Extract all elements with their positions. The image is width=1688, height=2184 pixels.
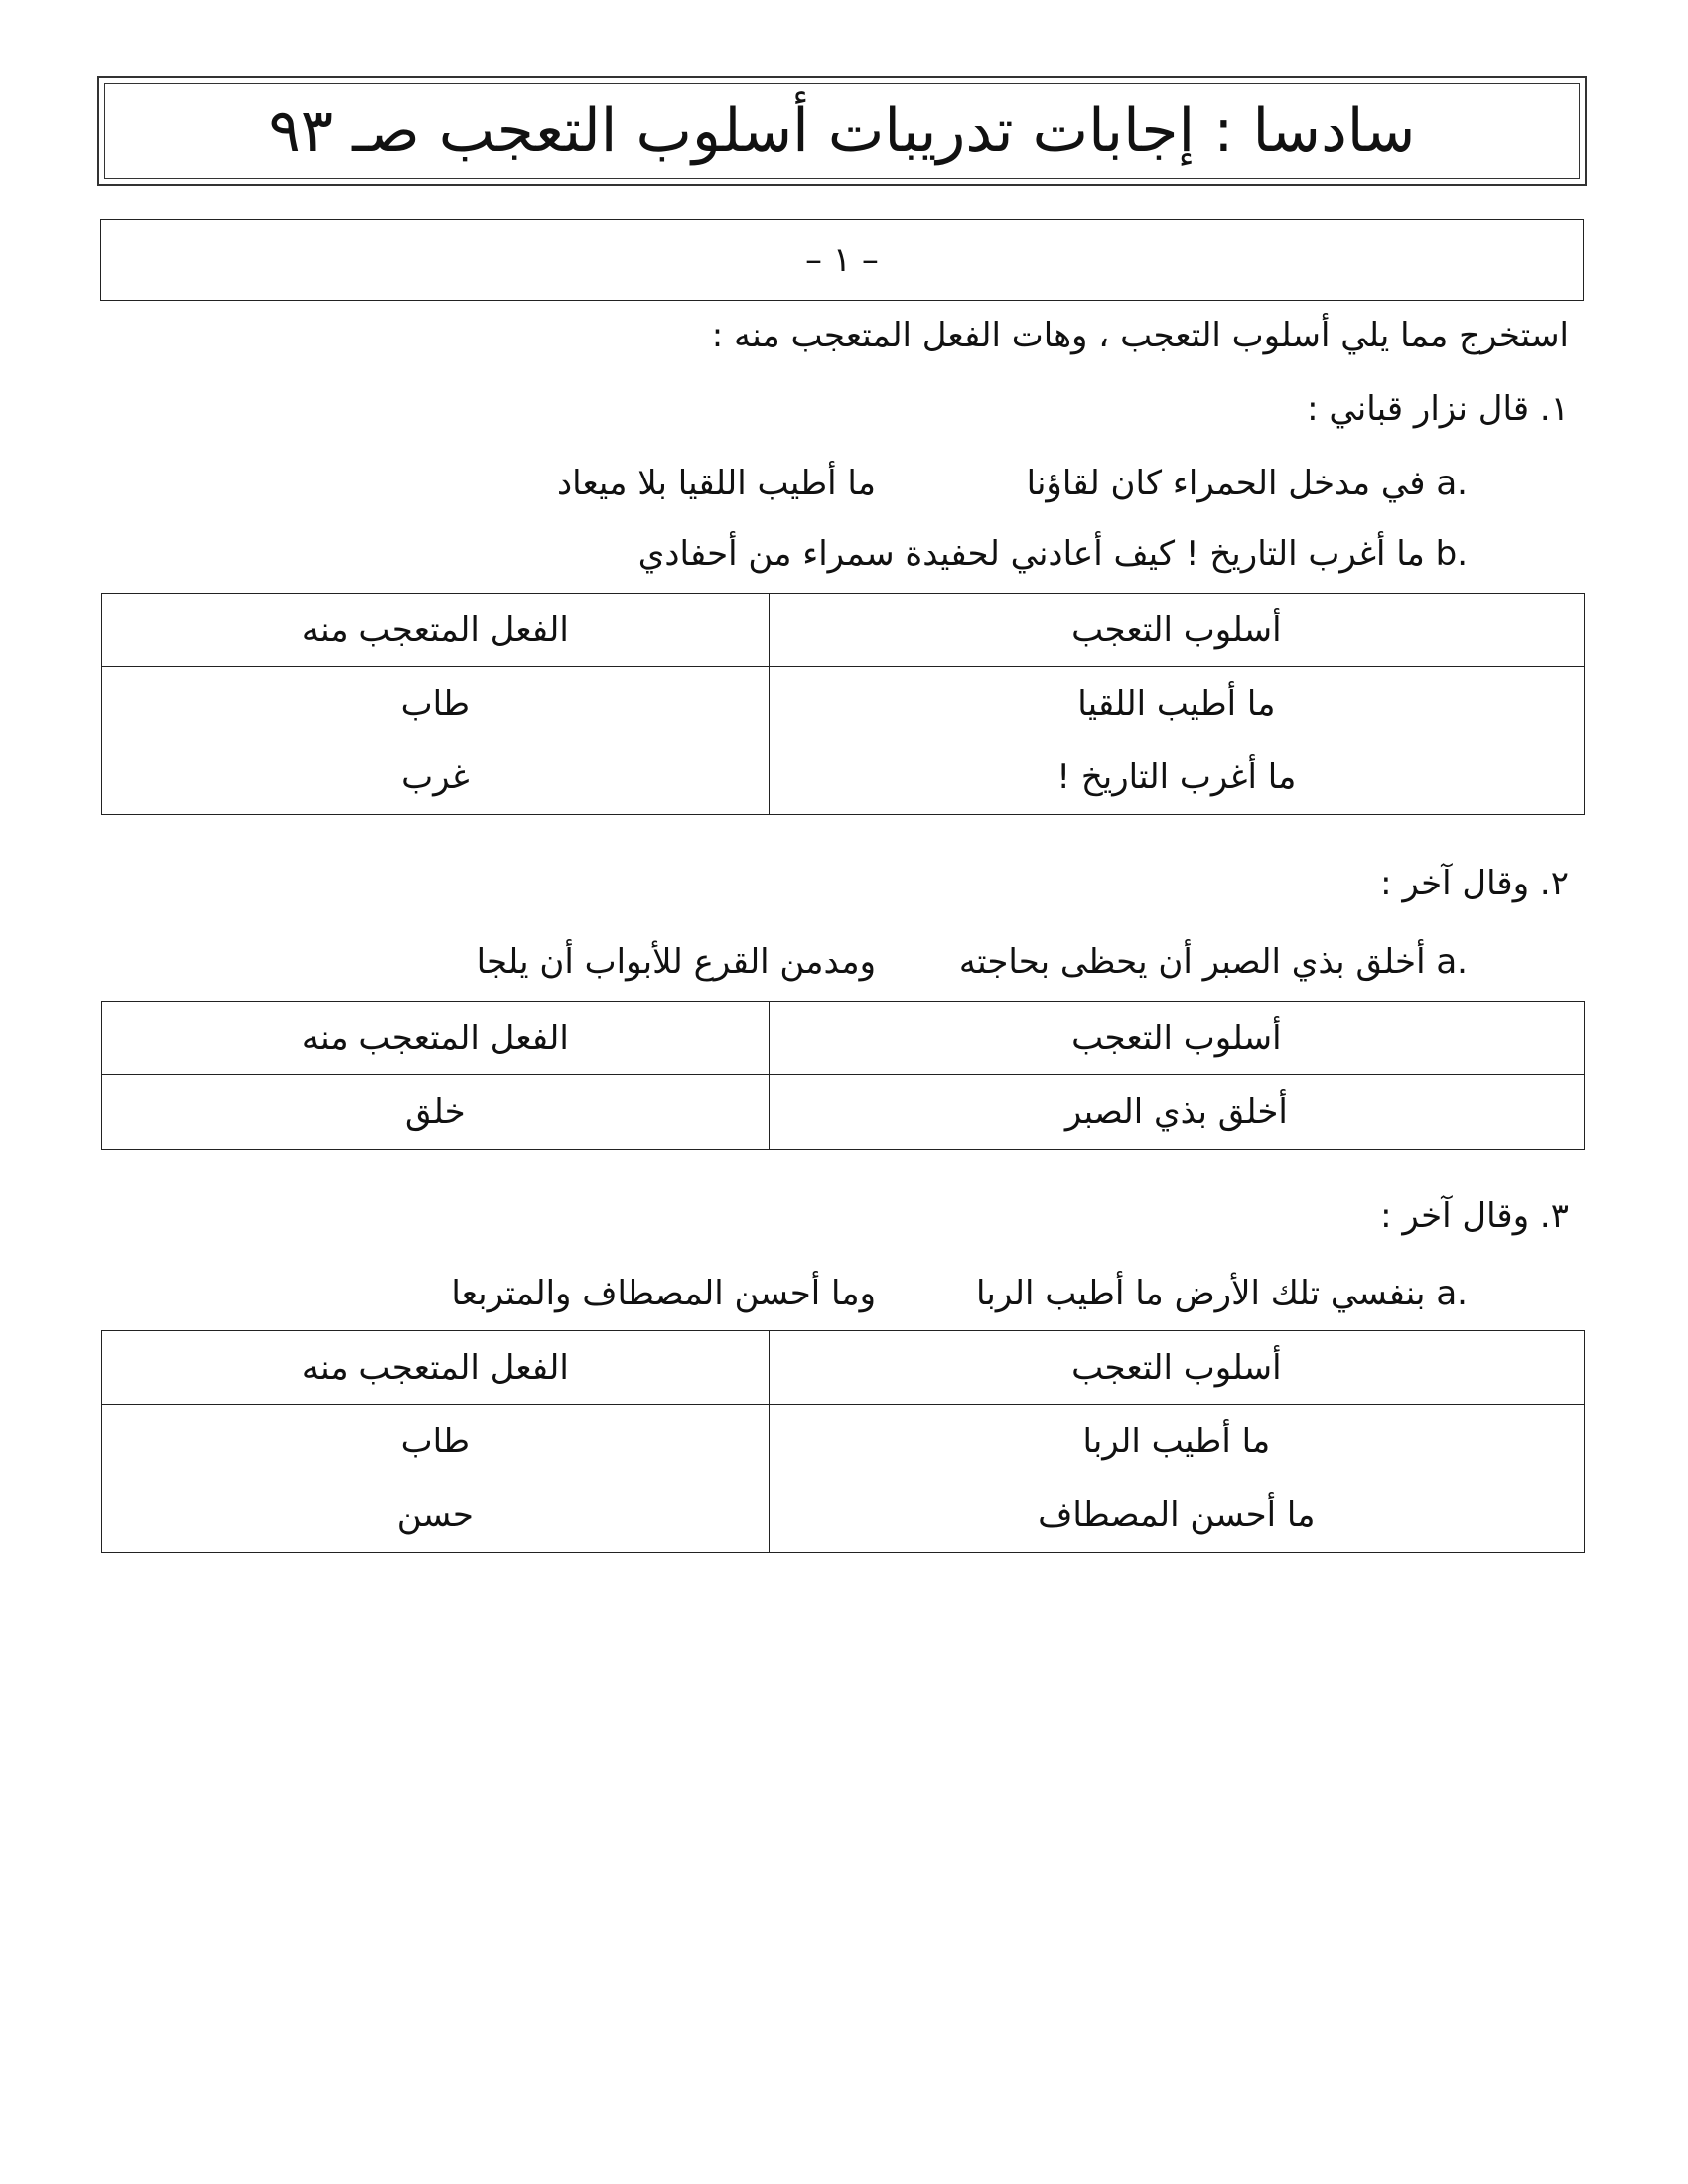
q2-row-1-verb: خلق (102, 1075, 770, 1150)
q1-row-2-style: ما أغرب التاريخ ! (1056, 757, 1297, 797)
title-frame (97, 76, 1587, 186)
q1-answer-table (101, 593, 1585, 815)
q3-a-hemistich-2: وما أحسن المصطاف والمتربعا (451, 1274, 876, 1313)
question-1-label: ١. قال نزار قباني : (1307, 389, 1569, 429)
question-3-label: ٣. وقال آخر : (1380, 1196, 1569, 1236)
q1-verb-cell (102, 667, 770, 815)
q2-a-marker: a. (1436, 942, 1468, 982)
q3-row-2-style: ما أحسن المصطاف (1038, 1495, 1316, 1535)
q1-a-marker: a. (1436, 464, 1468, 503)
q2-a-hemistich-2: ومدمن القرع للأبواب أن يلجا (476, 942, 876, 982)
q3-style-cell (769, 1405, 1584, 1553)
q1-b-line (638, 534, 1468, 575)
q2-a-line (959, 942, 1468, 983)
q3-a-hemistich-1: بنفسي تلك الأرض ما أطيب الربا (976, 1274, 1426, 1313)
header-verb: الفعل المتعجب منه (102, 1002, 770, 1075)
q1-b-text: ما أغرب التاريخ ! كيف أعادني لحفيدة سمراء من أحفادي (637, 534, 1425, 574)
header-verb: الفعل المتعجب منه (102, 594, 770, 667)
header-verb: الفعل المتعجب منه (102, 1331, 770, 1405)
header-style: أسلوب التعجب (769, 1002, 1584, 1075)
q3-row-1-verb: طاب (400, 1422, 471, 1461)
page-title: سادسا : إجابات تدريبات أسلوب التعجب صـ ٩٣ (104, 83, 1580, 179)
q1-a-hemistich-2: ما أطيب اللقيا بلا ميعاد (557, 464, 876, 503)
q1-a-hemistich-1: في مدخل الحمراء كان لقاؤنا (1026, 464, 1426, 503)
q2-a-hemistich-1: أخلق بذي الصبر أن يحظى بحاجته (958, 942, 1426, 982)
q1-row-1-style: ما أطيب اللقيا (1077, 684, 1276, 724)
q1-row-1-verb: طاب (400, 684, 471, 724)
q3-row-2-verb: حسن (396, 1495, 474, 1535)
question-2-label: ٢. وقال آخر : (1380, 864, 1569, 903)
q1-row-2-verb: غرب (401, 757, 470, 797)
instruction: استخرج مما يلي أسلوب التعجب ، وهات الفعل المتعجب منه : (711, 316, 1569, 355)
q1-a-line (1027, 464, 1468, 504)
header-style: أسلوب التعجب (769, 1331, 1584, 1405)
q3-answer-table (101, 1330, 1585, 1553)
q3-a-marker: a. (1436, 1274, 1468, 1313)
section-label: – ١ – (100, 219, 1584, 301)
q1-b-marker: b. (1435, 534, 1468, 574)
q3-row-1-style: ما أطيب الربا (1082, 1422, 1271, 1461)
header-style: أسلوب التعجب (769, 594, 1584, 667)
q1-style-cell (769, 667, 1584, 815)
q3-a-line (976, 1274, 1468, 1314)
q2-row-1-style: أخلق بذي الصبر (769, 1075, 1584, 1150)
q2-answer-table (101, 1001, 1585, 1150)
q3-verb-cell (102, 1405, 770, 1553)
